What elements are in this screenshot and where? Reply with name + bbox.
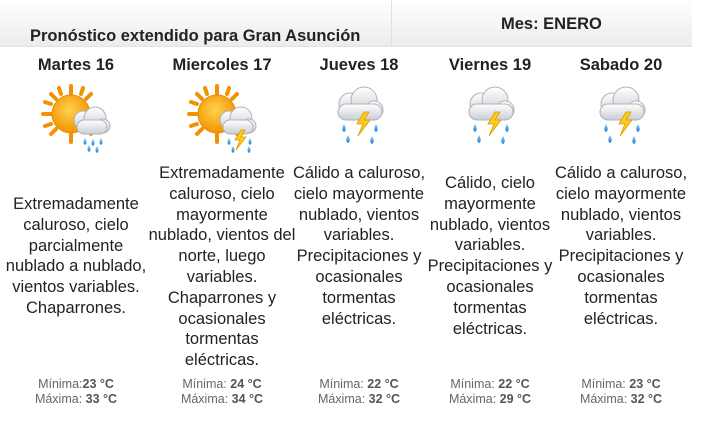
day-column-3 (289, 46, 429, 425)
forecast-days (0, 46, 700, 425)
day-column-5 (551, 46, 691, 425)
day-description: Extremadamente caluroso, cielo mayormente nublado, vientos del norte, luego variables. Chaparrones y ocasionales tormentas eléctricas. (148, 164, 296, 370)
forecast-title: Pronóstico extendido para Gran Asunción (30, 27, 361, 45)
day-description: Cálido a caluroso, cielo mayormente nublado, vientos variables. Precipitaciones y ocasionales tormentas eléctricas. (292, 164, 426, 328)
day-temperatures (551, 377, 691, 407)
day-temperatures (6, 377, 146, 407)
day-description: Cálido, cielo mayormente nublado, vientos variables. Precipitaciones y ocasionales tormentas eléctricas. (427, 174, 553, 338)
day-title: Jueves 18 (319, 56, 399, 74)
day-description: Extremadamente caluroso, cielo parcialmente nublado a nublado, vientos variables. Chaparrones. (5, 195, 147, 317)
sun-cloud-rain-icon (41, 82, 111, 154)
day-temperatures (289, 377, 429, 407)
max-temp: Máxima: 29 °C (448, 392, 532, 406)
min-temp: Mínima: 23 °C (581, 377, 661, 391)
cloud-storm-icon (586, 82, 656, 154)
forecast-header (0, 0, 692, 47)
cloud-storm-icon (455, 82, 525, 154)
day-title: Miercoles 17 (172, 56, 272, 74)
max-temp: Máxima: 34 °C (180, 392, 264, 406)
day-description: Cálido a caluroso, cielo mayormente nublado, vientos variables. Precipitaciones y ocasionales tormentas eléctricas. (554, 164, 688, 328)
min-temp: Mínima: 22 °C (319, 377, 399, 391)
min-temp: Mínima: 22 °C (450, 377, 530, 391)
day-title: Viernes 19 (448, 56, 532, 74)
day-column-2 (148, 46, 296, 425)
day-column-4 (420, 46, 560, 425)
day-temperatures (420, 377, 560, 407)
max-temp: Máxima: 32 °C (579, 392, 663, 406)
header-divider (391, 0, 392, 46)
month-label: Mes: ENERO (501, 15, 602, 33)
min-temp: Mínima: 24 °C (182, 377, 262, 391)
day-temperatures (152, 377, 292, 407)
min-temp: Mínima:23 °C (38, 377, 114, 391)
day-column-1 (6, 46, 146, 425)
max-temp: Máxima: 32 °C (317, 392, 401, 406)
max-temp: Máxima: 33 °C (34, 392, 118, 406)
day-title: Martes 16 (37, 56, 115, 74)
day-title: Sabado 20 (579, 56, 663, 74)
cloud-storm-icon (324, 82, 394, 154)
sun-cloud-storm-icon (187, 82, 257, 154)
